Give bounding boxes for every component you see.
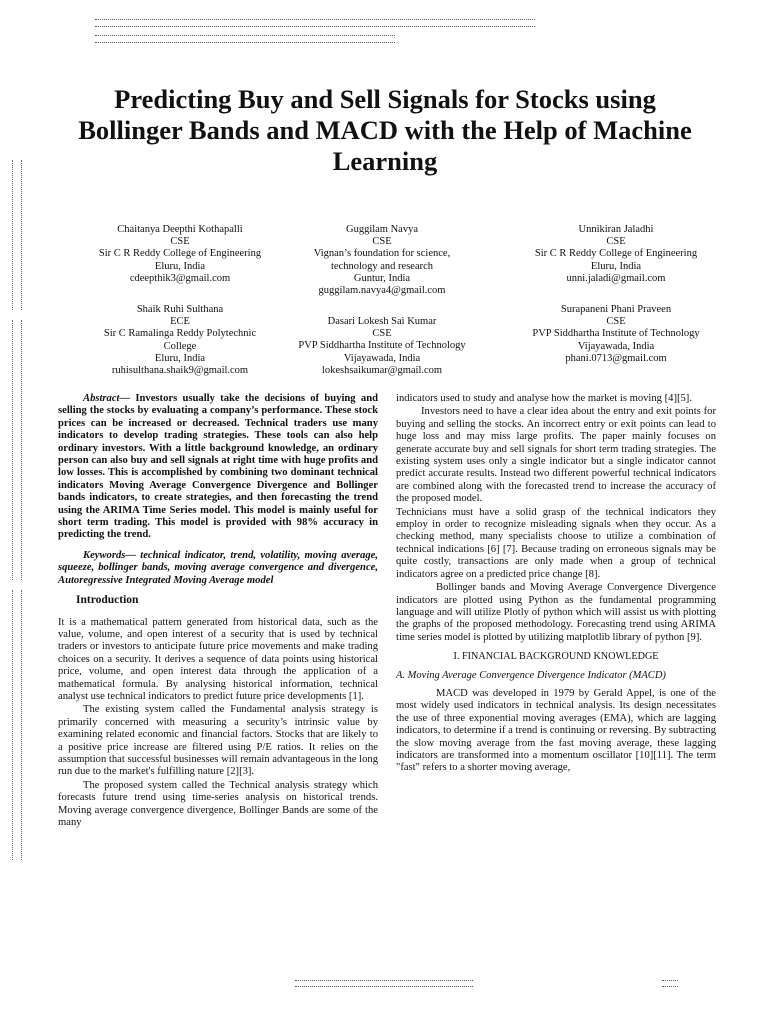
intro-paragraph-2: The existing system called the Fundamental analysis strategy is primarily concerned with measuring a security’s intrinsic value by examining related economic and financial factors. Stocks that are likely to a positive price increase are filtered using P/E ratios. It relies on the assumption that successful businesses will remain advantageous in the long run due to the market's fulfilling nature [2][3]. bbox=[58, 704, 378, 778]
conference-header-line-1 bbox=[95, 19, 535, 27]
author-dept: ECE bbox=[170, 316, 190, 328]
subsection-heading: A. Moving Average Convergence Divergence Indicator (MACD) bbox=[396, 669, 666, 681]
paper-title: Predicting Buy and Sell Signals for Stocks using Bollinger Bands and MACD with the Help of Machine Learning bbox=[78, 84, 692, 176]
right-paragraph-2: Investors need to have a clear idea about the entry and exit points for buying and selling the stocks. An incorrect entry or exit points can lead to huge loss and may miss large profits. The paper mainly focuses on generate accurate buy and sell signals for short term trading strategies. The existing system uses only a single indicator but a single indicator cannot predict accurate results. Instead two different powerful technical indicators are combined along with the forecasted trend to increase the accuracy of the proposed model. bbox=[396, 406, 716, 505]
author-dept: CSE bbox=[606, 236, 626, 248]
right-paragraph-3: Technicians must have a solid grasp of the technical indicators they employ in order to recognize misleading signals when they occur. As a checking method, many specialists choose to utilize a combination of technical indications [6] [7]. Because trading on erroneous signals may be quite costly, transactions are only made when a group of technical indicators agree on a predicted price change [8]. bbox=[396, 506, 716, 580]
author-block-4 bbox=[70, 304, 290, 377]
macd-paragraph: MACD was developed in 1979 by Gerald Appel, is one of the most widely used indicators in technical analysis. Its design necessitates the use of three exponential moving averages (EMA), which are lagging indicators, to determine if a trend is continuing or reversing. By subtracting the slow moving average from the fast moving average, these lagging indicators are transformed into a momentum oscillator [10][11]. The term "fast" refers to a shorter moving average, bbox=[396, 687, 716, 774]
author-affiliation: PVP Siddhartha Institute of Technology bbox=[532, 328, 700, 340]
intro-paragraph-3: The proposed system called the Technical analysis strategy which forecasts future trend using time-series analysis on historical trends. Moving average convergence divergence, Bollinger Bands are some of the many bbox=[58, 779, 378, 828]
conference-header-line-2 bbox=[95, 35, 395, 43]
footer-page-marker bbox=[662, 980, 678, 987]
introduction-heading: Introduction bbox=[76, 594, 139, 607]
abstract bbox=[58, 393, 378, 542]
author-name: Surapaneni Phani Praveen bbox=[560, 304, 672, 315]
margin-mark-2 bbox=[12, 320, 22, 580]
margin-mark-3 bbox=[12, 590, 22, 860]
author-location: Eluru, India bbox=[154, 352, 206, 364]
left-column bbox=[58, 393, 378, 830]
abstract-text: Investors usually take the decisions of buying and selling the stocks by evaluating a company’s performance. These stock prices can be increased or decreased. Technical traders use many indicators to develop trading strategies. These tools can also help ordinary investors. With a little background knowledge, an ordinary person can also buy and sell signals at right time with huge profits and low losses. This is accomplished by combining two dominant technical indicators Moving Average Convergence Divergence and Bollinger bands indicators, to create strategies, and then forecasting the trend using the ARIMA Time Series model. This model is mainly useful for short term trading. This model is provided with 98% accuracy in predicting the trend. bbox=[58, 393, 378, 541]
margin-mark-1 bbox=[12, 160, 22, 310]
author-affiliation: Sir C R Reddy College of Engineering bbox=[98, 248, 262, 260]
author-location: Vijayawada, India bbox=[577, 340, 655, 352]
author-location: Eluru, India bbox=[590, 260, 642, 272]
right-column bbox=[396, 393, 716, 776]
author-block-3 bbox=[506, 224, 726, 285]
section-heading: I. FINANCIAL BACKGROUND KNOWLEDGE bbox=[453, 651, 659, 663]
author-email: cdeepthik3@gmail.com bbox=[129, 272, 231, 284]
author-name: Shaik Ruhi Sulthana bbox=[136, 304, 224, 315]
author-name: Guggilam Navya bbox=[345, 224, 419, 235]
author-email: unni.jaladi@gmail.com bbox=[566, 272, 666, 284]
footer-identifier bbox=[295, 980, 473, 987]
author-name: Dasari Lokesh Sai Kumar bbox=[327, 316, 437, 327]
abstract-label: Abstract— bbox=[83, 393, 131, 404]
author-block-6 bbox=[506, 304, 726, 365]
author-block-5 bbox=[272, 316, 492, 377]
author-location: Guntur, India bbox=[353, 272, 411, 284]
author-affiliation: Vignan’s foundation for science, bbox=[313, 248, 451, 260]
author-dept: CSE bbox=[372, 236, 392, 248]
author-location: Eluru, India bbox=[154, 260, 206, 272]
author-email: ruhisulthana.shaik9@gmail.com bbox=[111, 365, 249, 377]
author-location: Vijayawada, India bbox=[343, 352, 421, 364]
author-block-2 bbox=[272, 224, 492, 297]
author-block-1 bbox=[70, 224, 290, 285]
author-email: phani.0713@gmail.com bbox=[565, 352, 667, 364]
author-affiliation: Sir C R Reddy College of Engineering bbox=[534, 248, 698, 260]
author-email: lokeshsaikumar@gmail.com bbox=[321, 364, 443, 376]
right-paragraph-4: Bollinger bands and Moving Average Convergence Divergence indicators are plotted using Python as the fundamental programming language and will utilize Plotly of python which will assist us with plotting the graphs of the proposed methodology. Forecasting trend using ARIMA time series model is plotted by utilizing matplotlib library of python [9]. bbox=[396, 582, 716, 643]
author-name: Unnikiran Jaladhi bbox=[578, 224, 654, 235]
author-dept: CSE bbox=[606, 316, 626, 328]
author-dept: CSE bbox=[170, 236, 190, 248]
intro-paragraph-1: It is a mathematical pattern generated from historical data, such as the value, volume, and open interest of a security that is used by technical traders or investors to anticipate future price movements and make trading choices on a security. It derives a sequence of data points using historical price, volume, and open interest data through the application of a mathematical formula. By analysing historical information, technical analyst use technical indicators to predict future price developments [1]. bbox=[58, 616, 378, 702]
right-paragraph-1: indicators used to study and analyse how the market is moving [4][5]. bbox=[396, 393, 692, 404]
author-affiliation-2: College bbox=[163, 340, 197, 352]
author-affiliation: Sir C Ramalinga Reddy Polytechnic bbox=[103, 328, 257, 340]
author-email: guggilam.navya4@gmail.com bbox=[318, 285, 446, 297]
author-affiliation-2: technology and research bbox=[330, 260, 434, 272]
author-affiliation: PVP Siddhartha Institute of Technology bbox=[298, 340, 466, 352]
author-name: Chaitanya Deepthi Kothapalli bbox=[117, 224, 243, 235]
keywords: Keywords— technical indicator, trend, volatility, moving average, squeeze, bollinger bands, moving average convergence and divergence, Autoregressive Integrated Moving Average model bbox=[58, 549, 378, 586]
author-dept: CSE bbox=[372, 328, 392, 340]
